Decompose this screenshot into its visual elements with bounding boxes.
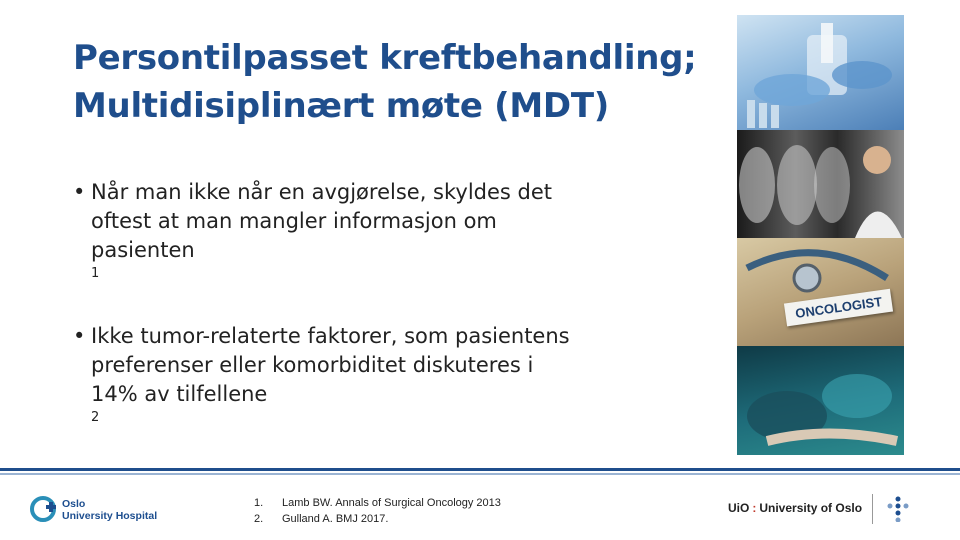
bullet-item-2 [73, 322, 613, 438]
reference-item [254, 511, 501, 527]
bullet-marker: • [73, 324, 86, 348]
uio-name: University of Oslo [759, 501, 863, 515]
footer-rule [0, 468, 960, 471]
title-line-1: Persontilpasset kreftbehandling; [73, 38, 697, 78]
bullet-text [73, 178, 613, 294]
stethoscope-photo [737, 238, 904, 346]
bullet-line-text: 14% av tilfellene [91, 382, 268, 406]
reference-item [254, 495, 501, 511]
uio-logo-divider [872, 494, 873, 524]
bullet-line: Når man ikke når en avgjørelse, skyldes det [91, 180, 553, 204]
uio-logo [728, 501, 862, 515]
footer-rule-light [0, 473, 960, 475]
bullet-line [91, 380, 613, 438]
lab-microscope-photo [737, 15, 904, 130]
references [254, 495, 501, 527]
reference-number: 2. [254, 513, 264, 525]
oslo-university-hospital-logo [30, 493, 200, 527]
hospital-name-line-2: University Hospital [62, 510, 158, 522]
uio-dots-icon [885, 496, 911, 522]
bullet-text [73, 322, 613, 438]
reference-text: Gulland A. BMJ 2017. [282, 513, 389, 525]
bullet-line-text: pasienten [91, 238, 195, 262]
oncologist-label: ONCOLOGIST [784, 289, 894, 327]
bullet-line: Ikke tumor-relaterte faktorer, som pasientens [91, 324, 570, 348]
surgery-photo [737, 346, 904, 455]
bullet-marker: • [73, 180, 86, 204]
uio-separator: : [752, 501, 757, 515]
reference-text: Lamb BW. Annals of Surgical Oncology 2013 [282, 497, 501, 509]
reference-superscript: 1 [91, 266, 100, 281]
bullet-line [91, 236, 613, 294]
bullet-line: oftest at man mangler informasjon om [91, 209, 497, 233]
bullet-item-1 [73, 178, 613, 294]
hospital-name-line-1: Oslo [62, 498, 86, 510]
xray-photo [737, 130, 904, 238]
hospital-name [62, 498, 157, 522]
uio-abbr: UiO [728, 501, 750, 515]
bullet-line: preferenser eller komorbiditet diskuteres i [91, 353, 534, 377]
oslo-university-hospital-logo-icon [30, 495, 58, 523]
photo-collage [737, 15, 904, 455]
title-line-2: Multidisiplinært møte (MDT) [73, 86, 609, 126]
slide-title [73, 34, 713, 130]
reference-number: 1. [254, 497, 264, 509]
reference-superscript: 2 [91, 410, 100, 425]
